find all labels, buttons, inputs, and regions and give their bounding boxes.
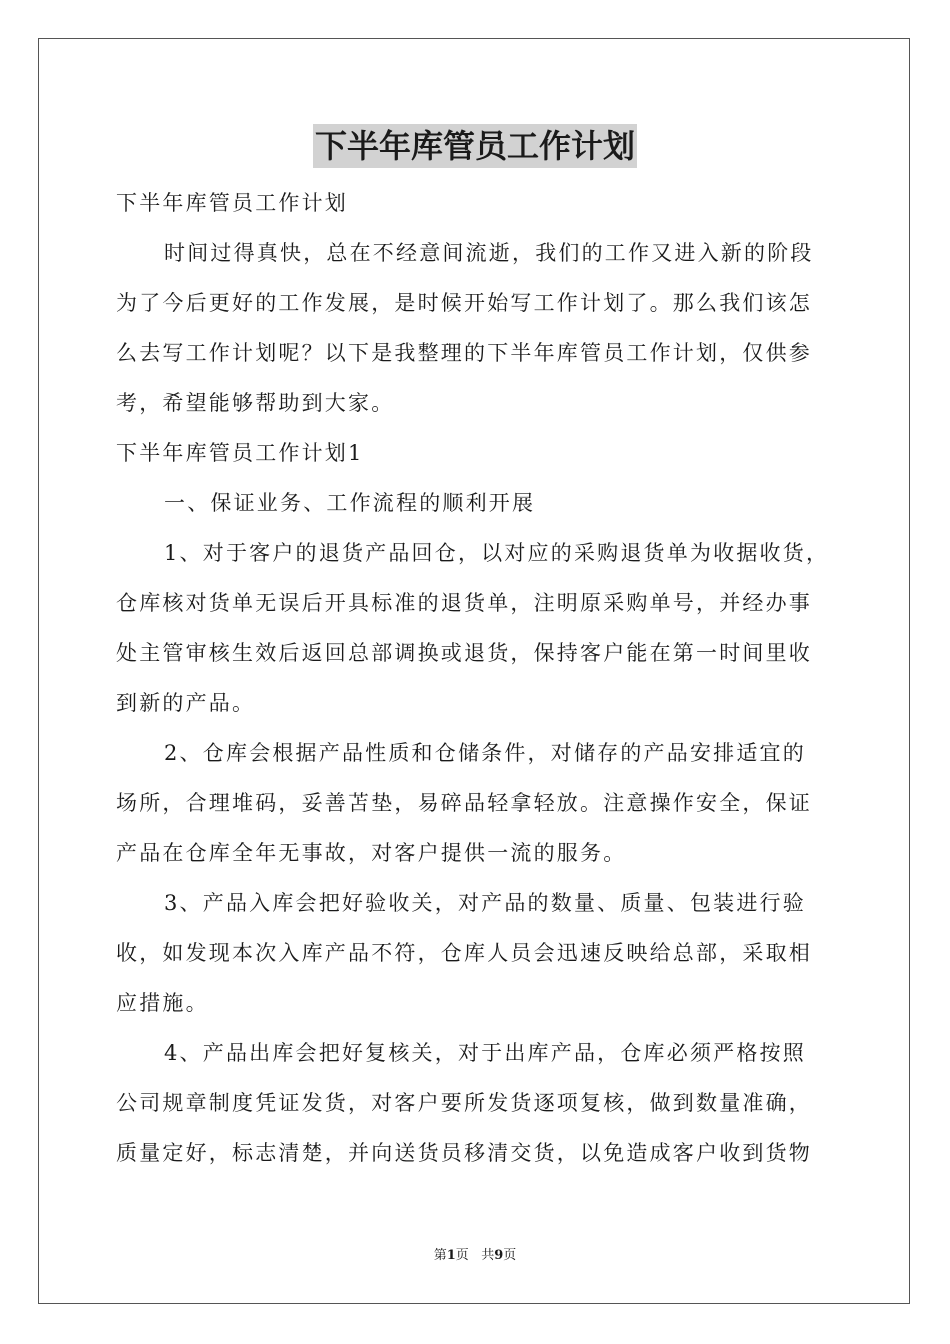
text-line: 收，如发现本次入库产品不符，仓库人员会迅速反映给总部，采取相: [116, 941, 812, 965]
text-line: 产品在仓库全年无事故，对客户提供一流的服务。: [116, 841, 627, 865]
text-line: 到新的产品。: [116, 691, 256, 715]
text-line: 么去写工作计划呢？以下是我整理的下半年库管员工作计划，仅供参: [116, 341, 812, 365]
text-line: 应措施。: [116, 991, 209, 1015]
footer-page-number: 1: [446, 1248, 456, 1263]
text-line: 3、产品入库会把好验收关，对产品的数量、质量、包装进行验: [164, 891, 806, 915]
text-line: 1、对于客户的退货产品回仓，以对应的采购退货单为收据收货，: [164, 541, 830, 565]
footer-total-pages: 9: [494, 1248, 504, 1263]
footer-page-prefix: 第: [433, 1248, 447, 1263]
text-line: 考，希望能够帮助到大家。: [116, 391, 395, 415]
document-body: [116, 178, 836, 1178]
text-line: 4、产品出库会把好复核关，对于出库产品，仓库必须严格按照: [164, 1041, 806, 1065]
text-line: 公司规章制度凭证发货，对客户要所发货逐项复核，做到数量准确，: [116, 1091, 812, 1115]
text-line: 仓库核对货单无误后开具标准的退货单，注明原采购单号，并经办事: [116, 591, 812, 615]
text-line: 下半年库管员工作计划1: [116, 441, 364, 465]
footer-page-suffix: 页: [455, 1248, 469, 1263]
page-footer: [0, 1244, 950, 1263]
footer-total-prefix: 共: [481, 1248, 495, 1263]
text-line: 场所，合理堆码，妥善苫垫，易碎品轻拿轻放。注意操作安全，保证: [116, 791, 812, 815]
text-line: 时间过得真快，总在不经意间流逝，我们的工作又进入新的阶段: [164, 241, 814, 265]
text-line: 质量定好，标志清楚，并向送货员移清交货，以免造成客户收到货物: [116, 1141, 812, 1165]
text-line: 处主管审核生效后返回总部调换或退货，保持客户能在第一时间里收: [116, 641, 812, 665]
footer-total-suffix: 页: [503, 1248, 517, 1263]
title-container: [0, 124, 950, 168]
text-line: 2、仓库会根据产品性质和仓储条件，对储存的产品安排适宜的: [164, 741, 806, 765]
text-line: 一、保证业务、工作流程的顺利开展: [164, 491, 536, 515]
document-title: 下半年库管员工作计划: [313, 124, 637, 168]
text-line: 下半年库管员工作计划: [116, 191, 348, 215]
text-line: 为了今后更好的工作发展，是时候开始写工作计划了。那么我们该怎: [116, 291, 812, 315]
